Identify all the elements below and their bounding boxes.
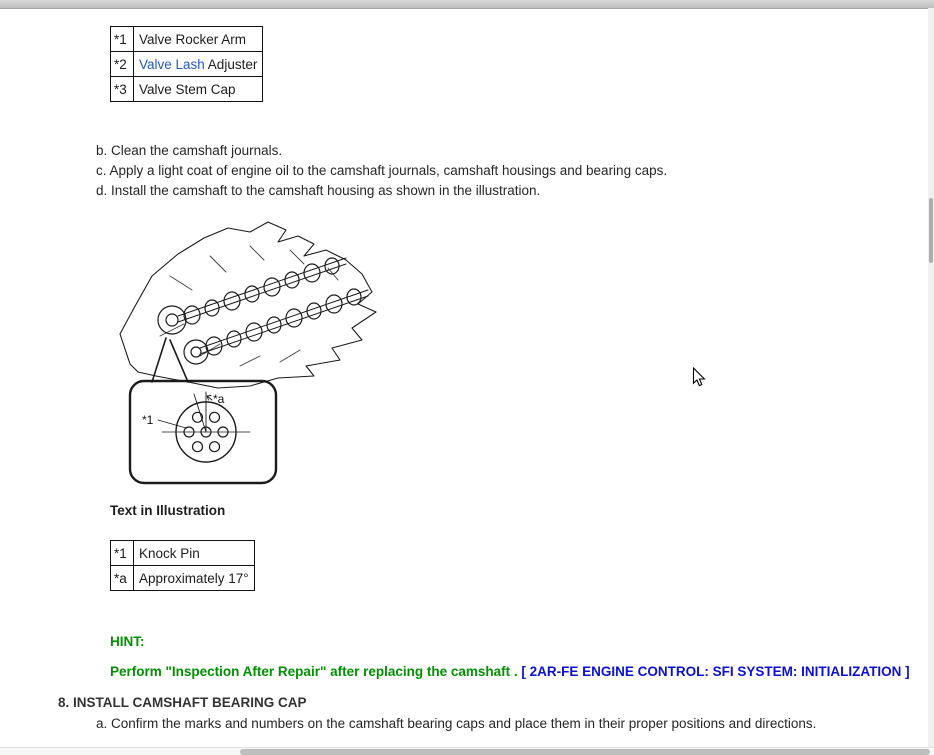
hint-text: Perform "Inspection After Repair" after replacing the camshaft . [110, 664, 522, 679]
step-line-c: c. Apply a light coat of engine oil to the camshaft journals, camshaft housings and bearing caps. [96, 163, 668, 178]
step-line-b: b. Clean the camshaft journals. [96, 143, 283, 158]
legend-key: *a [111, 566, 134, 591]
legend-value: Valve Stem Cap [134, 77, 263, 102]
legend-value: Approximately 17° [134, 566, 255, 591]
illustration-label-1: *1 [142, 413, 154, 427]
vertical-scrollbar-thumb[interactable] [929, 198, 933, 263]
mouse-cursor-icon [692, 367, 706, 388]
legend-value-text: Adjuster [204, 56, 258, 72]
camshaft-illustration [100, 216, 400, 491]
table-row [111, 77, 263, 102]
step-line-d: d. Install the camshaft to the camshaft housing as shown in the illustration. [96, 183, 541, 198]
legend-value: Knock Pin [134, 541, 255, 566]
top-chrome-bar [0, 0, 934, 9]
vertical-scrollbar[interactable] [928, 8, 934, 747]
legend-key: *3 [111, 77, 134, 102]
legend-value [134, 52, 263, 77]
legend-key: *1 [111, 27, 134, 52]
initialization-link[interactable]: [ 2AR-FE ENGINE CONTROL: SFI SYSTEM: INITIALIZATION ] [521, 664, 910, 679]
illustration-caption: Text in Illustration [110, 503, 226, 518]
table-row [111, 52, 263, 77]
horizontal-scrollbar-thumb[interactable] [240, 749, 930, 755]
section-8-title: 8. INSTALL CAMSHAFT BEARING CAP [58, 695, 307, 710]
valvetrain-legend-table [110, 26, 263, 102]
hint-label: HINT: [110, 634, 145, 649]
table-row [111, 566, 255, 591]
illustration-label-a: *a [213, 392, 225, 406]
table-row [111, 541, 255, 566]
step-line-8a: a. Confirm the marks and numbers on the camshaft bearing caps and place them in their proper positions and directions. [96, 716, 817, 731]
horizontal-scrollbar[interactable] [0, 747, 934, 755]
legend-value: Valve Rocker Arm [134, 27, 263, 52]
table-row [111, 27, 263, 52]
legend-key: *2 [111, 52, 134, 77]
valve-lash-link[interactable]: Valve Lash [139, 56, 205, 72]
hint-text-line [110, 664, 910, 679]
illustration-legend-table [110, 540, 255, 591]
legend-key: *1 [111, 541, 134, 566]
